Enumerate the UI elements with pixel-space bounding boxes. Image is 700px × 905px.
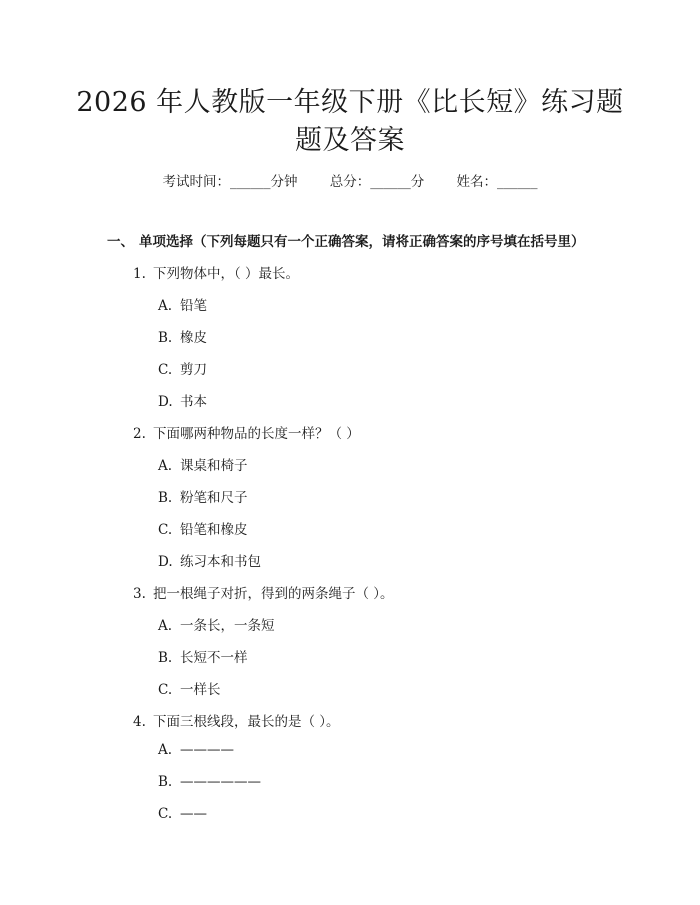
option <box>158 806 207 822</box>
question <box>133 710 340 730</box>
option <box>158 294 207 314</box>
option <box>158 390 207 410</box>
option <box>158 614 275 634</box>
question-number: 2. <box>133 426 146 442</box>
question-number: 3. <box>133 586 146 602</box>
option-text: ———— <box>180 742 234 758</box>
question <box>133 422 360 442</box>
option-text: 课桌和椅子 <box>180 458 248 474</box>
option-letter: A. <box>158 298 173 314</box>
option <box>158 326 207 346</box>
option-letter: B. <box>158 490 173 506</box>
option-letter: C. <box>158 682 173 698</box>
student-name: 姓名：______ <box>456 174 538 190</box>
option <box>158 550 261 570</box>
option <box>158 678 221 698</box>
option-text: 铅笔 <box>180 298 207 314</box>
option-text: —————— <box>180 774 261 790</box>
option <box>158 358 207 378</box>
option <box>158 486 248 506</box>
document-title-line2: 题及答案 <box>295 125 405 156</box>
option <box>158 454 248 474</box>
option-text: 长短不一样 <box>180 650 248 666</box>
option-text: 橡皮 <box>180 330 207 346</box>
option-text: 剪刀 <box>180 362 207 378</box>
option-letter: A. <box>158 458 173 474</box>
option-text: 一条长，一条短 <box>180 618 275 634</box>
option-letter: D. <box>158 554 173 570</box>
option-letter: B. <box>158 650 173 666</box>
option <box>158 518 248 538</box>
option-letter: C. <box>158 806 173 822</box>
option-letter: A. <box>158 742 173 758</box>
question-text: 下面哪两种物品的长度一样？（ ） <box>153 426 360 442</box>
exam-total-score: 总分：______分 <box>329 174 425 190</box>
option-text: 书本 <box>180 394 207 410</box>
option-letter: D. <box>158 394 173 410</box>
section-number: 一、 <box>107 234 134 250</box>
section-heading <box>107 230 585 250</box>
option-letter: A. <box>158 618 173 634</box>
option-text: 一样长 <box>180 682 221 698</box>
option <box>158 774 261 790</box>
exam-time: 考试时间：______分钟 <box>162 174 298 190</box>
document-title-line1: 2026 年人教版一年级下册《比长短》练习题 <box>76 87 624 118</box>
option <box>158 646 248 666</box>
option-letter: B. <box>158 330 173 346</box>
option <box>158 742 234 758</box>
option-letter: C. <box>158 362 173 378</box>
question <box>133 582 394 602</box>
question-text: 下面三根线段，最长的是（ ）。 <box>153 714 340 730</box>
option-text: 粉笔和尺子 <box>180 490 248 506</box>
question-text: 下列物体中，（ ）最长。 <box>153 266 300 282</box>
option-letter: C. <box>158 522 173 538</box>
section-title: 单项选择（下列每题只有一个正确答案，请将正确答案的序号填在括号里） <box>139 234 585 250</box>
option-text: —— <box>180 806 207 822</box>
question <box>133 262 299 282</box>
question-text: 把一根绳子对折，得到的两条绳子（ ）。 <box>153 586 394 602</box>
question-number: 1. <box>133 266 146 282</box>
question-number: 4. <box>133 714 146 730</box>
option-text: 练习本和书包 <box>180 554 261 570</box>
option-letter: B. <box>158 774 173 790</box>
exam-info <box>0 170 700 190</box>
option-text: 铅笔和橡皮 <box>180 522 248 538</box>
